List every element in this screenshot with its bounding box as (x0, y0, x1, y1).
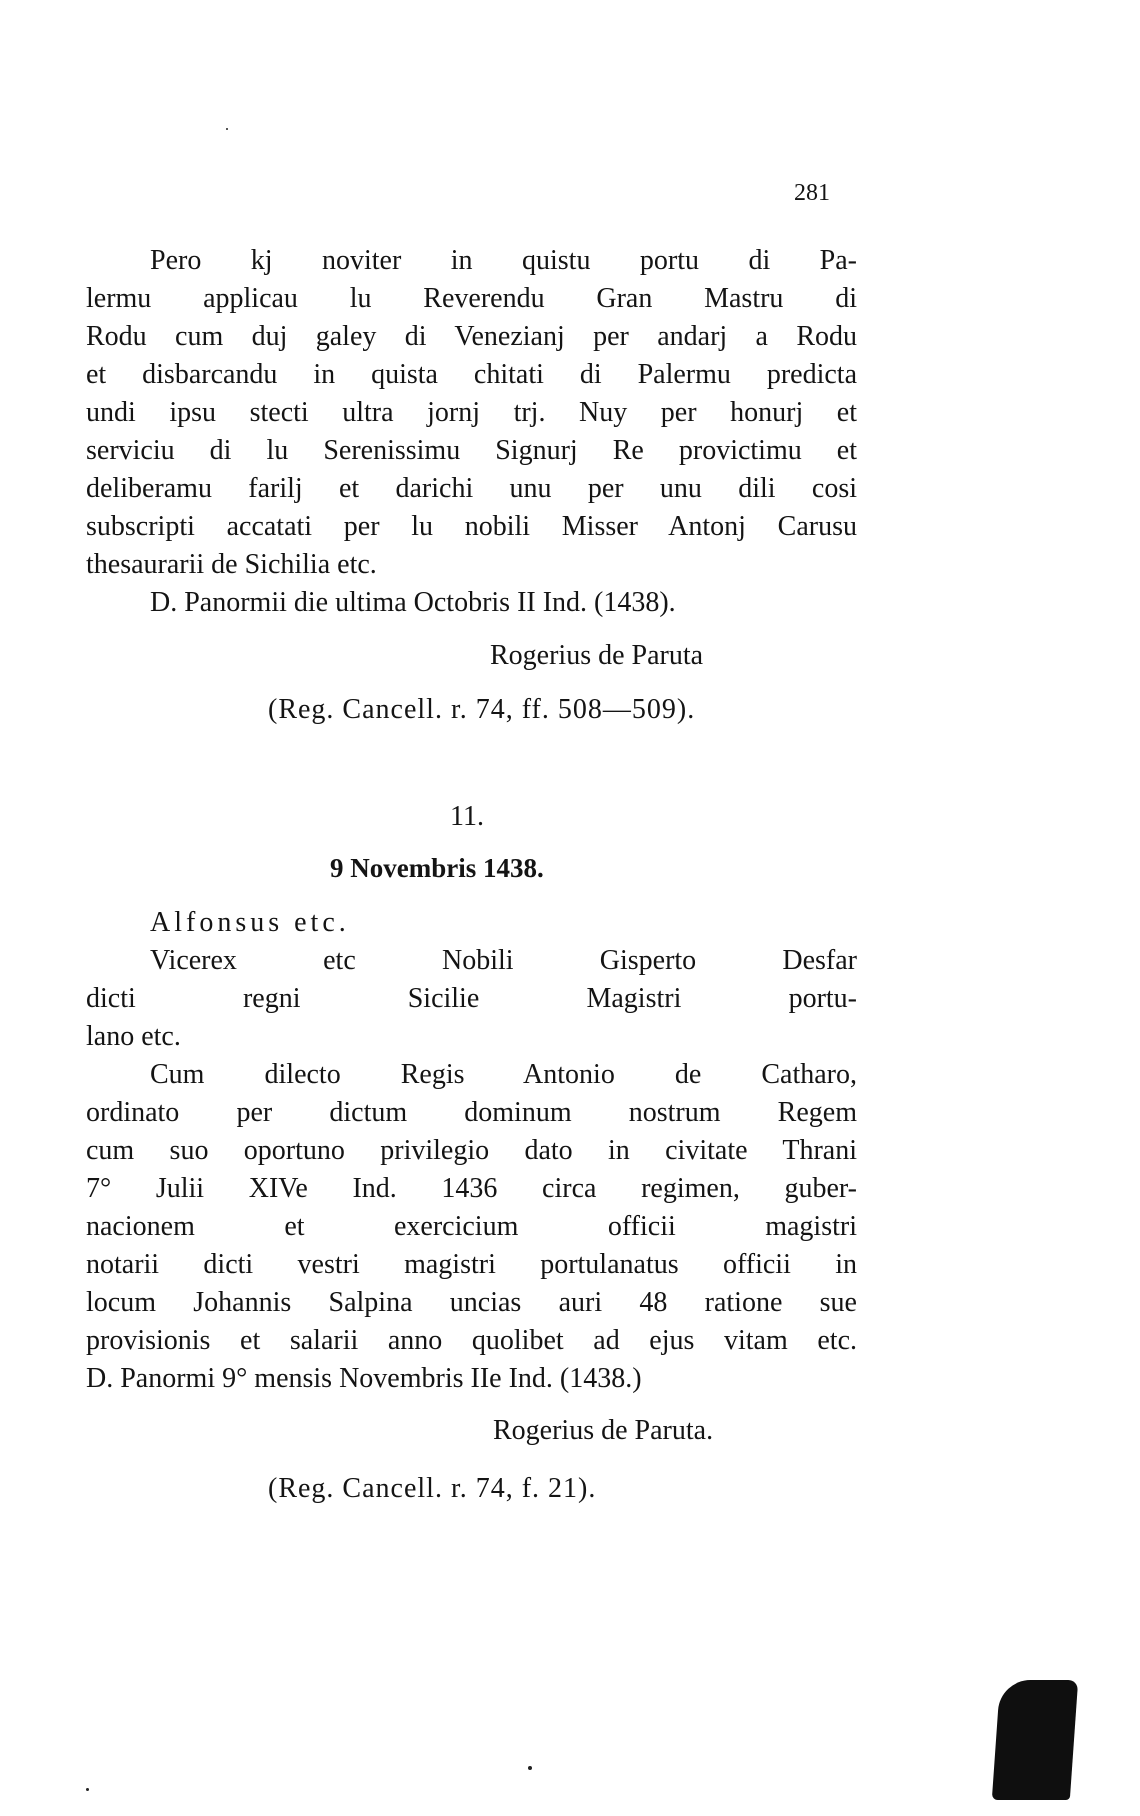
scan-speck (528, 1766, 532, 1770)
text-line: deliberamu farilj et darichi unu per unu dili cosi (86, 473, 857, 504)
page-number: 281 (794, 180, 830, 206)
text-line: Alfonsus etc. (150, 907, 350, 938)
text-line: Rodu cum duj galey di Venezianj per andarj a Rodu (86, 321, 857, 352)
scan-artifact-mark (992, 1680, 1078, 1800)
text-line: notarii dicti vestri magistri portulanatus officii in (86, 1249, 857, 1280)
text-line: nacionem et exercicium officii magistri (86, 1211, 857, 1242)
signature: Rogerius de Paruta. (493, 1415, 714, 1446)
document-date-heading: 9 Novembris 1438. (330, 853, 544, 883)
text-line: et disbarcandu in quista chitati di Palermu predicta (86, 359, 857, 390)
text-line: Cum dilecto Regis Antonio de Catharo, (150, 1059, 857, 1090)
text-line: serviciu di lu Serenissimu Signurj Re provictimu et (86, 435, 857, 466)
text-line: 7° Julii XIVe Ind. 1436 circa regimen, guber- (86, 1173, 857, 1204)
text-line: subscripti accatati per lu nobili Misser Antonj Carusu (86, 511, 857, 542)
document-number: 11. (450, 801, 484, 832)
date-line: D. Panormi 9° mensis Novembris IIe Ind. (1438.) (86, 1363, 642, 1394)
scan-speck (86, 1788, 89, 1791)
document-2-body (86, 904, 857, 1398)
archive-reference: (Reg. Cancell. r. 74, f. 21). (268, 1473, 597, 1504)
document-1-body (86, 242, 857, 622)
text-line: lermu applicau lu Reverendu Gran Mastru di (86, 283, 857, 314)
signature: Rogerius de Paruta (490, 640, 704, 671)
text-line: lano etc. (86, 1021, 181, 1052)
text-line: dicti regni Sicilie Magistri portu- (86, 983, 857, 1014)
text-line: locum Johannis Salpina uncias auri 48 ratione sue (86, 1287, 857, 1318)
scan-speck (226, 128, 228, 130)
text-line: ordinato per dictum dominum nostrum Regem (86, 1097, 857, 1128)
text-line: thesaurarii de Sichilia etc. (86, 549, 377, 580)
text-line: undi ipsu stecti ultra jornj trj. Nuy per honurj et (86, 397, 857, 428)
text-line: cum suo oportuno privilegio dato in civitate Thrani (86, 1135, 857, 1166)
text-line: provisionis et salarii anno quolibet ad ejus vitam etc. (86, 1325, 857, 1356)
date-line: D. Panormii die ultima Octobris II Ind. (1438). (150, 587, 676, 618)
text-line: Pero kj noviter in quistu portu di Pa- (150, 245, 857, 276)
archive-reference: (Reg. Cancell. r. 74, ff. 508—509). (268, 694, 696, 725)
text-line: Vicerex etc Nobili Gisperto Desfar (150, 945, 857, 976)
